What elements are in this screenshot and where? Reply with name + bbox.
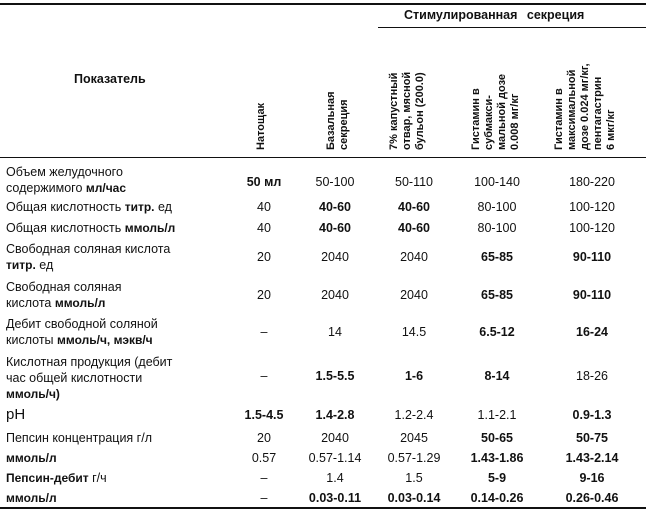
row-label [6, 450, 246, 466]
table-cell: 0.9-1.3 [572, 408, 612, 422]
row-label [6, 470, 246, 486]
table-cell: 2045 [400, 431, 428, 445]
table-cell: 2040 [400, 288, 428, 302]
table-cell: 180-220 [569, 175, 615, 189]
table-cell: 1.5-5.5 [315, 369, 355, 383]
row-label-text: кислота [6, 296, 55, 310]
table-cell: 90-110 [572, 288, 612, 302]
table-cell: 8-14 [484, 369, 510, 383]
row-label [6, 354, 246, 402]
table-cell: 1-6 [404, 369, 424, 383]
top-rule [0, 3, 646, 5]
row-label [6, 316, 246, 348]
row-label [6, 490, 246, 506]
row-label-text: Общая кислотность [6, 200, 125, 214]
table-cell: 1.43-1.86 [470, 451, 524, 465]
row-label-text: кислоты [6, 333, 57, 347]
row-label-text: содержимого [6, 181, 86, 195]
table-cell: – [260, 491, 268, 505]
table-cell: 100-120 [569, 200, 615, 214]
table-cell: 20 [257, 288, 271, 302]
table-cell: – [260, 369, 268, 383]
row-label-suffix: ед [35, 258, 54, 272]
table-cell: 1.5 [405, 471, 423, 485]
row-label [6, 407, 246, 423]
row-label-text: Кислотная продукция (дебит [6, 355, 173, 369]
table-cell: 40 [257, 200, 271, 214]
row-label [6, 164, 246, 196]
table-cell: 0.03-0.11 [308, 491, 362, 505]
header-bottom-rule [0, 157, 646, 158]
table-cell: 2040 [321, 288, 349, 302]
table-cell: 50-100 [315, 175, 355, 189]
row-label [6, 220, 246, 236]
table-cell: 5-9 [487, 471, 507, 485]
row-label-text: pH [6, 406, 26, 423]
row-label-unit: ммоль/л [124, 221, 176, 235]
table-cell: 40 [257, 221, 271, 235]
row-label-text: Пепсин концентрация г/л [6, 431, 152, 445]
table-cell: 0.26-0.46 [565, 491, 619, 505]
row-label-suffix: г/ч [88, 471, 107, 485]
table-cell: 6.5-12 [479, 325, 515, 339]
column-header-basal: Базальная секреция [325, 91, 350, 150]
row-label-suffix: ед [154, 200, 172, 214]
table-cell: 18-26 [576, 369, 608, 383]
table-cell: 50-110 [395, 175, 433, 189]
table-cell: 1.1-2.1 [477, 408, 517, 422]
row-label-unit: титр. [6, 258, 36, 272]
row-label-text: Дебит свободной соляной [6, 317, 158, 331]
table-cell: 65-85 [481, 288, 513, 302]
table-cell: 0.57 [251, 451, 277, 465]
table-cell: 14 [328, 325, 342, 339]
table-cell: 80-100 [477, 200, 517, 214]
table-cell: 2040 [400, 250, 428, 264]
table-cell: 20 [257, 250, 271, 264]
table-cell: 1.4 [326, 471, 344, 485]
row-label-text: Свободная соляная [6, 280, 122, 294]
row-label-text: Общая кислотность [6, 221, 125, 235]
table-cell: 100-120 [569, 221, 615, 235]
row-label-text: Объем желудочного [6, 165, 123, 179]
stimulated-secretion-heading: Стимулированная секреция [404, 8, 585, 22]
row-label-unit: мл/час [85, 181, 127, 195]
table-cell: 1.43-2.14 [565, 451, 619, 465]
row-label [6, 199, 246, 215]
indicator-heading: Показатель [74, 72, 146, 86]
table-cell: 1.4-2.8 [315, 408, 355, 422]
table-cell: 2040 [321, 250, 349, 264]
column-header-histamine-submax: Гистамин в субмакси- мальной дозе 0.008 мг/кг [470, 73, 521, 150]
row-label-unit: ммоль/л [54, 296, 106, 310]
row-label-text: час общей кислотности [6, 371, 143, 385]
row-label-unit: ммоль/ч) [6, 387, 60, 401]
table-cell: 40-60 [398, 200, 430, 214]
table-cell: 50 мл [246, 175, 282, 189]
row-label [6, 430, 246, 446]
table-cell: – [260, 325, 268, 339]
table-cell: 100-140 [474, 175, 520, 189]
row-label-unit: ммоль/л [6, 451, 57, 465]
row-label [6, 241, 246, 273]
table-cell: 14.5 [401, 325, 427, 339]
table-cell: 40-60 [319, 200, 351, 214]
table-cell: 0.57-1.29 [387, 451, 441, 465]
column-header-fasting: Натощак [255, 102, 267, 150]
table-cell: 9-16 [579, 471, 605, 485]
table-cell: 2040 [321, 431, 349, 445]
table-cell: 40-60 [319, 221, 351, 235]
table-cell: 0.03-0.14 [387, 491, 441, 505]
table-cell: 0.57-1.14 [308, 451, 362, 465]
column-header-histamine-max: Гистамин в максимальной дозе 0.024 мг/кг, пентагастрин 6 мкг/кг [553, 63, 617, 150]
stimulated-underline [378, 27, 646, 28]
bottom-rule [0, 507, 646, 509]
table-cell: 1.5-4.5 [244, 408, 284, 422]
row-label [6, 279, 246, 311]
row-label-unit: ммоль/л [6, 491, 57, 505]
table-cell: – [260, 471, 268, 485]
table-cell: 0.14-0.26 [470, 491, 524, 505]
table-cell: 20 [257, 431, 271, 445]
table-cell: 16-24 [576, 325, 608, 339]
row-label-unit: титр. [124, 200, 155, 214]
table-cell: 90-110 [572, 250, 612, 264]
row-label-text: Свободная соляная кислота [6, 242, 171, 256]
table-cell: 65-85 [481, 250, 513, 264]
table-cell: 40-60 [398, 221, 430, 235]
table-cell: 50-65 [481, 431, 513, 445]
row-label-unit: Пепсин-дебит [6, 471, 89, 485]
column-header-cabbage-broth: 7% капустный отвар, мясной бульон (200.0) [388, 71, 426, 150]
row-label-unit: ммоль/ч, мэкв/ч [57, 333, 153, 347]
table-cell: 80-100 [477, 221, 517, 235]
table-cell: 50-75 [576, 431, 608, 445]
table-cell: 1.2-2.4 [394, 408, 434, 422]
